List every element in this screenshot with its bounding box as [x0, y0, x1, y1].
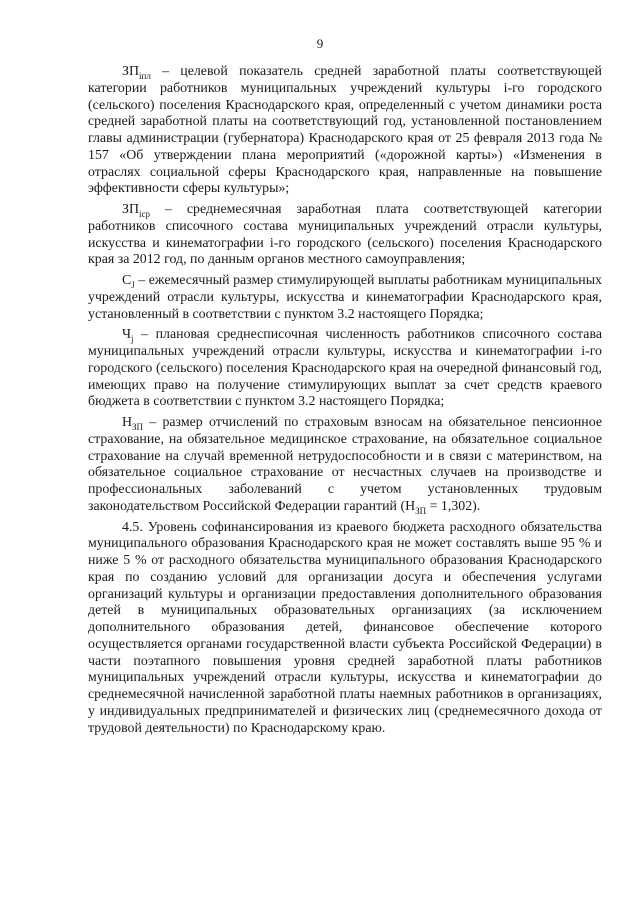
formula-term: ЗП [122, 202, 139, 217]
paragraph-text: – размер отчислений по страховым взносам на обязательное пенсионное страхование, на обязательное медицинское страхование, на обязательное социальное страхование на случай временной нетрудоспособности и в связи с материнством, на обязательное социальное страхование от несчастных случаев на производстве и профессиональных заболеваний с учетом установленных трудовым законодательством Российской Федерации гарантий (Н [88, 415, 602, 514]
formula-subscript: iпл [139, 70, 151, 81]
document-body [88, 64, 602, 737]
formula-subscript: ЗП [132, 421, 144, 432]
paragraph-text: 4.5. Уровень софинансирования из краевого бюджета расходного обязательства муниципального образования Краснодарского края не может составлять выше 95 % и ниже 5 % от расходного обязательства муниципального образования Краснодарского края по созданию условий для организации досуга и обеспечения услугами организаций культуры и организации предоставления дополнительного образования детей в муниципальных образовательных организациях (за исключением дополнительного образования детей, финансовое обеспечение которого осуществляется органами государственной власти субъекта Российской Федерации) в части поэтапного повышения уровня средней заработной платы работников муниципальных учреждений отрасли культуры, искусства и кинематографии до среднемесячной начисленной заработной платы наемных работников в организациях, у индивидуальных предпринимателей и физических лиц (среднемесячного дохода от трудовой деятельности) по Краснодарскому краю. [88, 519, 602, 736]
formula-term: С [122, 273, 132, 288]
paragraph-4-5 [88, 520, 602, 738]
formula-term: Ч [122, 327, 132, 343]
paragraph-text: – ежемесячный размер стимулирующей выплаты работникам муниципальных учреждений отрасли культуры, искусства и кинематографии Краснодарского края, установленный в соответствии с пунктом 3.2 настоящего Порядка; [88, 273, 602, 322]
paragraph-chj [88, 327, 602, 411]
paragraph-zp-average [88, 202, 602, 269]
paragraph-text: – плановая среднесписочная численность работников списочного состава муниципальных учреждений отрасли культуры, искусства и кинематографии i-го городского (сельского) поселения Краснодарского края на очередной финансовый год, имеющих право на получение стимулирующих выплат за счет средств краевого бюджета в соответствии с пунктом 3.2 настоящего Порядка; [88, 327, 602, 410]
formula-subscript: j [131, 334, 134, 345]
formula-term: ЗП [122, 64, 139, 79]
page-number: 9 [316, 36, 324, 51]
paragraph-zp-target [88, 64, 602, 198]
formula-subscript: iср [139, 208, 150, 219]
formula-subscript: J [131, 279, 135, 290]
paragraph-text: – среднемесячная заработная плата соответствующей категории работников списочного состава муниципальных учреждений отрасли культуры, искусства и кинематографии i-го городского (сельского) поселения Краснодарского края за 2012 год, по данным органов местного самоуправления; [88, 202, 602, 268]
paragraph-text: – целевой показатель средней заработной платы соответствующей категории работников муниципальных учреждений культуры i-го городского (сельского) поселения Краснодарского края, определенный с учетом динамики роста средней заработной платы на соответствующий год, установленной постановлением главы администрации (губернатора) Краснодарского края от 25 февраля 2013 года № 157 «Об утверждении плана мероприятий («дорожной карты») «Изменения в отраслях социальной сферы Краснодарского края, направленные на повышение эффективности сферы культуры»; [88, 64, 602, 197]
formula-term: Н [122, 415, 133, 430]
formula-subscript: ЗП [415, 505, 427, 516]
paragraph-nzp [88, 415, 602, 516]
paragraph-text-tail: = 1,302). [426, 498, 481, 514]
paragraph-cj [88, 273, 602, 323]
